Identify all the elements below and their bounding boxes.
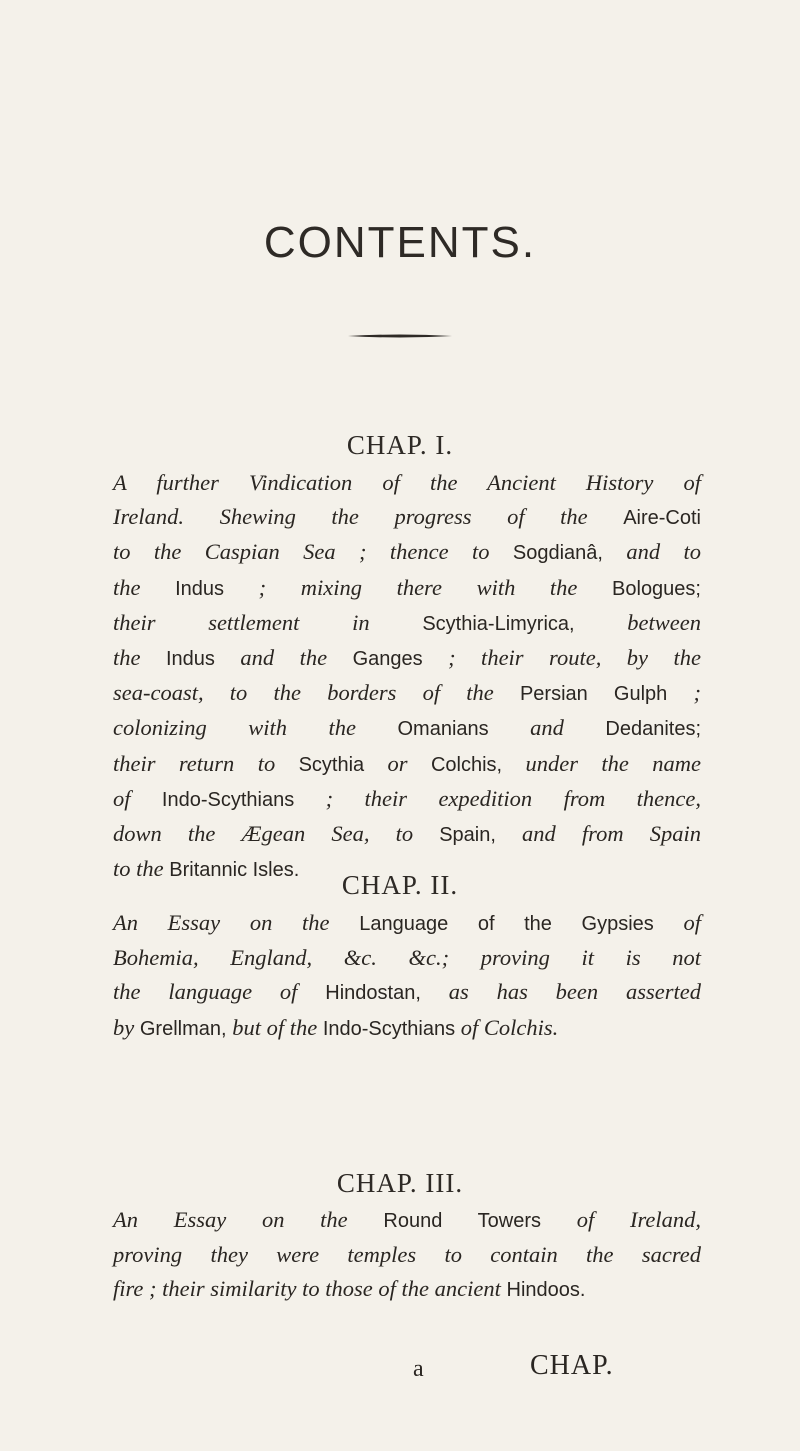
italic-text: by: [113, 1014, 140, 1040]
italic-text: of Colchis.: [455, 1014, 559, 1040]
summary-line: [113, 782, 701, 817]
summary-line: [113, 906, 701, 941]
italic-text: their settlement in: [113, 609, 423, 635]
signature-mark: a: [413, 1356, 424, 1382]
italic-text: the: [113, 574, 176, 600]
italic-text: An Essay on the: [113, 1207, 384, 1232]
roman-text: Aire-Coti: [623, 507, 701, 530]
italic-text: under the name: [502, 750, 701, 776]
italic-text: A further Vindication of the Ancient History of: [113, 470, 701, 495]
italic-text: the language of: [113, 979, 326, 1005]
roman-text: Indus: [165, 648, 215, 671]
italic-text: down the Ægean Sea, to: [113, 821, 440, 847]
italic-text: to the Caspian Sea ; thence to: [113, 539, 513, 565]
italic-text: Ireland. Shewing the progress of the: [113, 504, 624, 530]
italic-text: and: [488, 715, 606, 741]
summary-line: [113, 535, 701, 570]
summary-line: [113, 571, 701, 606]
roman-text: Bologues;: [612, 577, 701, 600]
italic-text: their return to: [113, 750, 299, 776]
chapter-3-heading: CHAP. III.: [336, 1168, 464, 1198]
roman-text: Colchis,: [430, 753, 503, 776]
italic-text: or: [364, 750, 431, 776]
roman-text: Hindoos.: [506, 1279, 586, 1302]
roman-text: Indo-Scythians: [322, 1017, 456, 1040]
italic-text: colonizing with the: [113, 715, 398, 741]
summary-line: [113, 1203, 701, 1238]
roman-text: Spain,: [439, 824, 496, 847]
roman-text: Scythia: [298, 753, 365, 776]
chapter-1-summary: [113, 466, 701, 887]
roman-text: Britannic Isles.: [169, 859, 300, 882]
summary-line: [113, 676, 701, 711]
roman-text: Indus: [175, 577, 225, 600]
italic-text: the: [113, 645, 166, 671]
summary-line: [113, 1011, 701, 1046]
summary-line: [113, 641, 701, 676]
italic-text: and from Spain: [495, 821, 701, 847]
chapter-3-summary: [113, 1203, 701, 1308]
summary-line: [113, 711, 701, 746]
italic-text: sea-coast, to the borders of the: [113, 680, 520, 706]
roman-text: Grellman,: [139, 1017, 227, 1040]
summary-line: [113, 1272, 701, 1307]
italic-text: ; their route, by the: [422, 645, 701, 671]
chapter-2-summary: [113, 906, 701, 1046]
italic-text: ; their expedition from thence,: [294, 785, 701, 811]
rule-ornament: [348, 334, 452, 338]
roman-text: Round Towers: [383, 1210, 541, 1232]
roman-text: Persian Gulph: [519, 683, 668, 706]
italic-text: of: [653, 910, 701, 935]
italic-text: and the: [214, 645, 353, 671]
italic-text: ;: [667, 680, 701, 706]
roman-text: Ganges: [352, 648, 423, 671]
summary-line: [113, 466, 701, 500]
italic-text: of Ireland,: [541, 1207, 701, 1232]
roman-text: Omanians: [397, 718, 489, 741]
chapter-2-heading: CHAP. II.: [341, 870, 459, 900]
chapter-1-heading: CHAP. I.: [346, 430, 454, 460]
italic-text: ; mixing there with the: [224, 574, 613, 600]
roman-text: Indo-Scythians: [161, 788, 295, 811]
italic-text: but of the: [226, 1014, 323, 1040]
catchword: CHAP.: [530, 1350, 614, 1381]
italic-text: Bohemia, England, &c. &c.; proving it is not: [113, 945, 701, 971]
summary-line: [113, 1238, 701, 1272]
summary-line: [113, 747, 701, 782]
summary-line: [113, 606, 701, 641]
summary-line: [113, 941, 701, 975]
roman-text: Dedanites;: [605, 718, 702, 741]
roman-text: Scythia-Limyrica,: [422, 612, 575, 635]
roman-text: Sogdianâ,: [512, 542, 603, 565]
italic-text: as has been asserted: [420, 979, 701, 1005]
summary-line: [113, 975, 701, 1010]
summary-line: [113, 500, 701, 535]
italic-text: proving they were temples to contain the sacred: [113, 1242, 701, 1268]
italic-text: of: [113, 785, 162, 811]
italic-text: An Essay on the: [113, 910, 360, 935]
roman-text: Hindostan,: [325, 982, 421, 1005]
page-title: CONTENTS.: [263, 218, 537, 267]
italic-text: and to: [602, 539, 701, 565]
roman-text: Language of the Gypsies: [359, 913, 654, 935]
italic-text: to the: [113, 856, 170, 882]
italic-text: between: [574, 609, 702, 635]
italic-text: fire ; their similarity to those of the ancient: [113, 1276, 507, 1302]
summary-line: [113, 817, 701, 852]
